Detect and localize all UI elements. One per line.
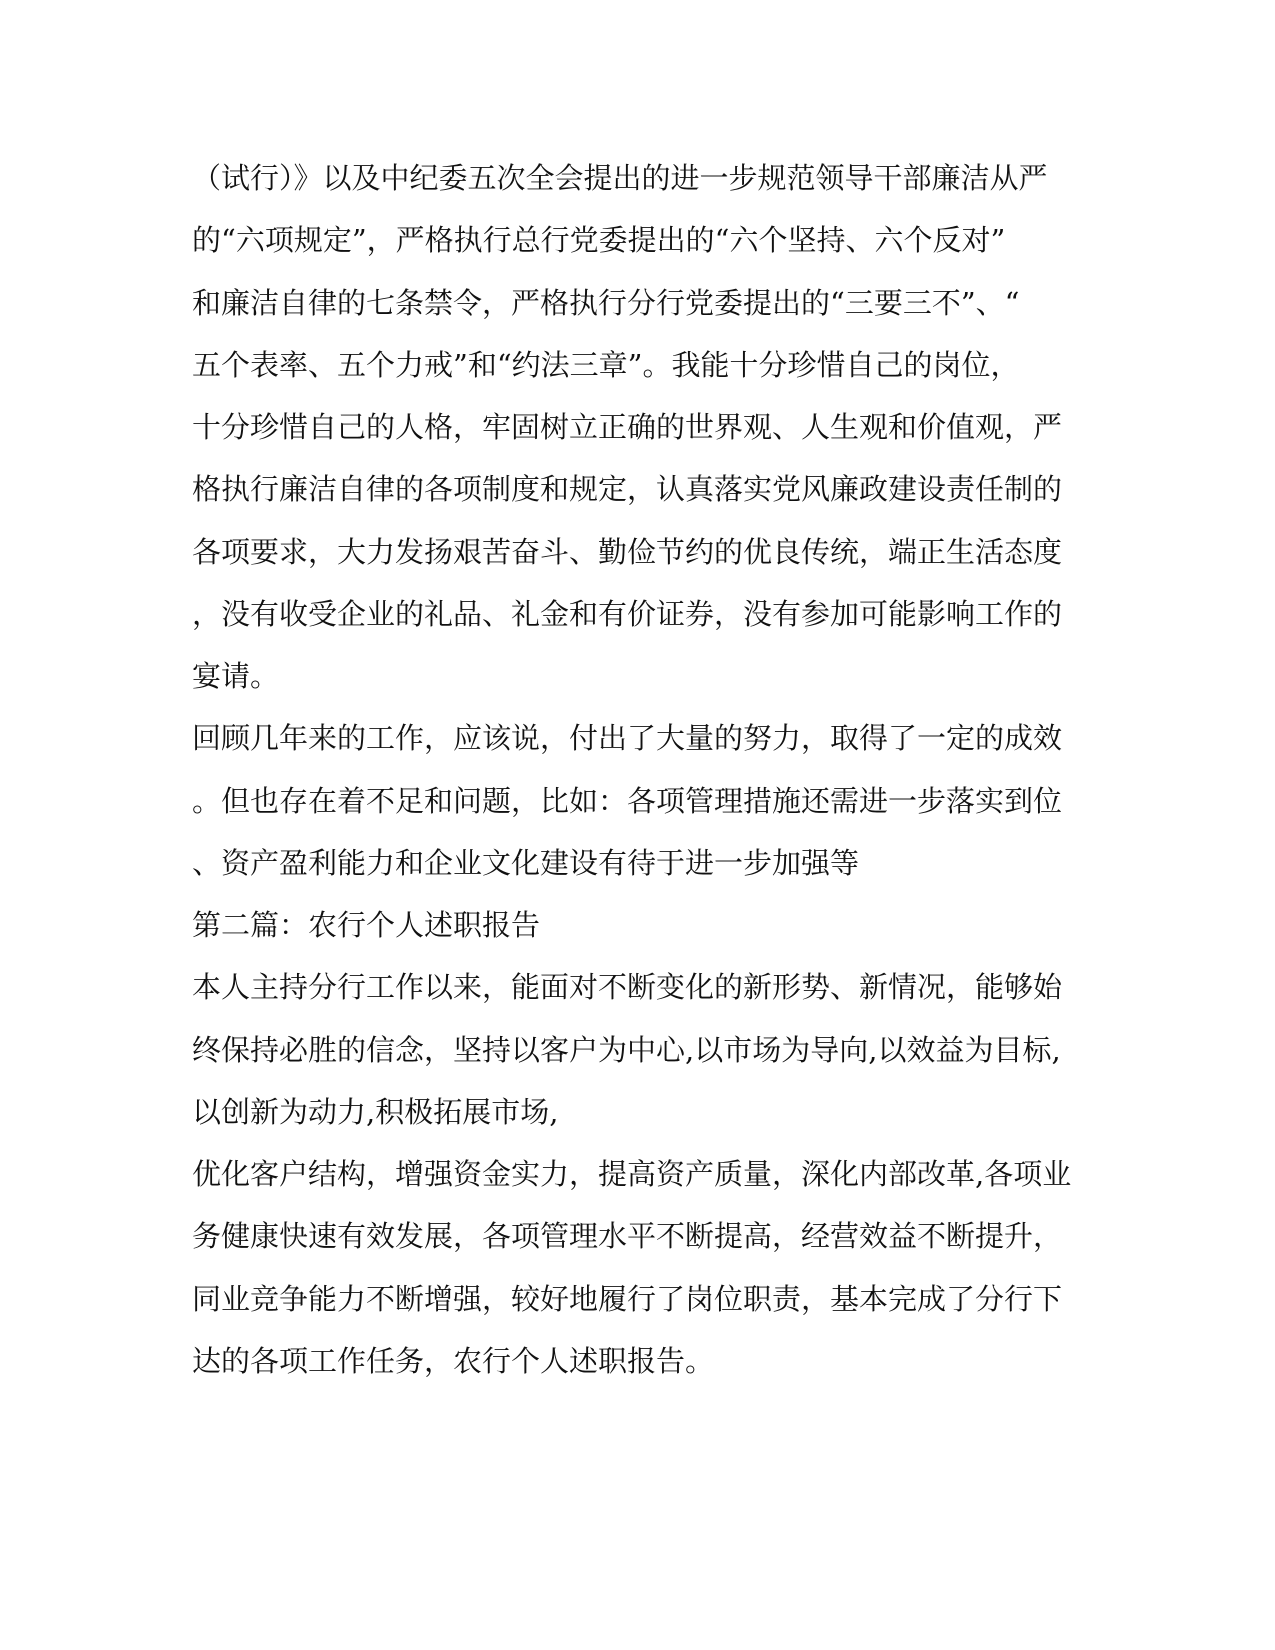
section-heading: 第二篇：农行个人述职报告 xyxy=(192,908,541,942)
text-line: 的“六项规定”，严格执行总行党委提出的“六个坚持、六个反对” xyxy=(192,223,1006,257)
text-line: （试行）》以及中纪委五次全会提出的进一步规范领导干部廉洁从严 xyxy=(192,161,1048,195)
text-line: 优化客户结构，增强资金实力，提高资产质量，深化内部改革,各项业 xyxy=(192,1157,1072,1191)
text-line: 。但也存在着不足和问题，比如：各项管理措施还需进一步落实到位 xyxy=(192,784,1063,818)
text-line: 以创新为动力,积极拓展市场, xyxy=(192,1095,559,1129)
text-line: 本人主持分行工作以来，能面对不断变化的新形势、新情况，能够始 xyxy=(192,970,1063,1004)
text-line: 回顾几年来的工作，应该说，付出了大量的努力，取得了一定的成效 xyxy=(192,721,1063,755)
text-line: 格执行廉洁自律的各项制度和规定，认真落实党风廉政建设责任制的 xyxy=(192,472,1063,506)
text-line: 宴请。 xyxy=(192,659,280,693)
text-line: 、资产盈利能力和企业文化建设有待于进一步加强等 xyxy=(192,846,860,880)
text-line: ，没有收受企业的礼品、礼金和有价证券，没有参加可能影响工作的 xyxy=(192,597,1063,631)
text-line: 各项要求，大力发扬艰苦奋斗、勤俭节约的优良传统，端正生活态度 xyxy=(192,535,1063,569)
text-line: 和廉洁自律的七条禁令，严格执行分行党委提出的“三要三不”、“ xyxy=(192,286,1020,320)
text-line: 十分珍惜自己的人格，牢固树立正确的世界观、人生观和价值观，严 xyxy=(192,410,1063,444)
text-line: 达的各项工作任务，农行个人述职报告。 xyxy=(192,1344,715,1378)
text-line: 务健康快速有效发展，各项管理水平不断提高，经营效益不断提升， xyxy=(192,1219,1063,1253)
text-line: 五个表率、五个力戒”和“约法三章”。我能十分珍惜自己的岗位， xyxy=(192,348,1020,382)
text-line: 终保持必胜的信念，坚持以客户为中心,以市场为导向,以效益为目标, xyxy=(192,1033,1061,1067)
text-line: 同业竞争能力不断增强，较好地履行了岗位职责，基本完成了分行下 xyxy=(192,1282,1063,1316)
